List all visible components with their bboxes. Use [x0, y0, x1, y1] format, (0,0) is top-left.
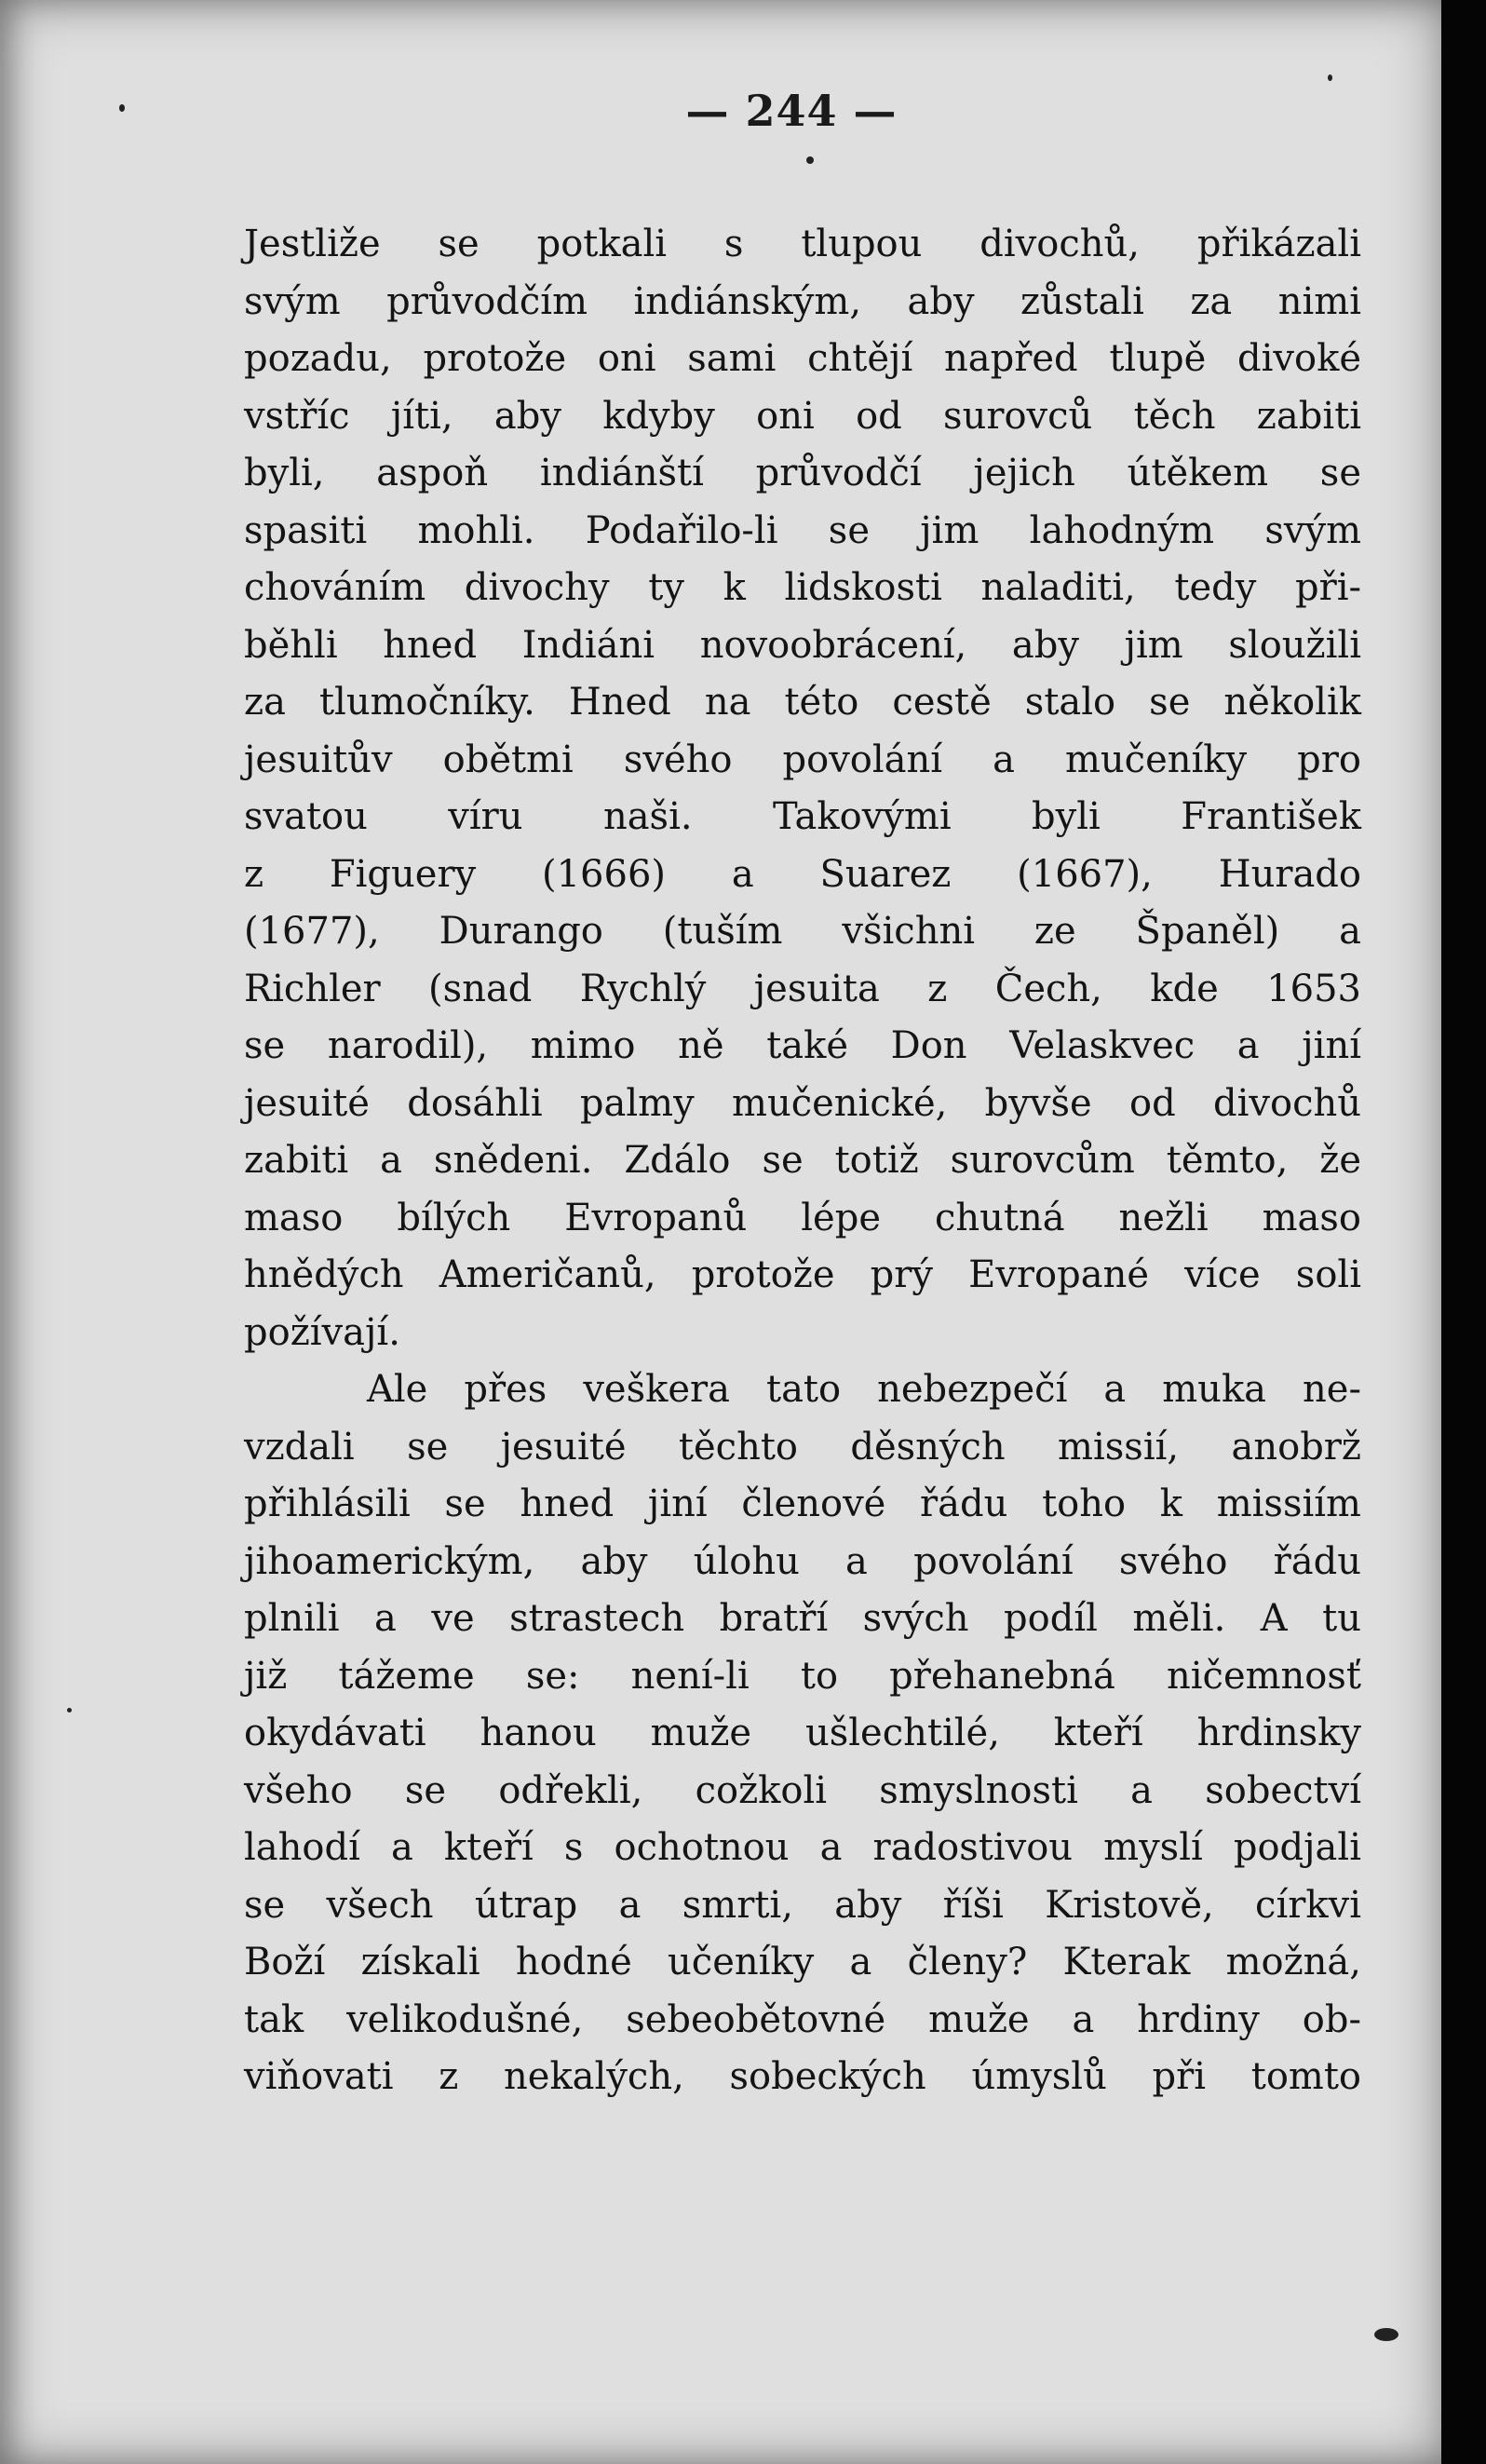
text-line: již tážeme se: není-li to přehanebná ničemnosť [244, 1654, 1361, 1698]
text-line: hnědých Američanů, protože prý Evropané více soli [244, 1253, 1361, 1296]
text-line: jihoamerickým, aby úlohu a povolání svého řádu [244, 1539, 1361, 1583]
text-line: z Figuery (1666) a Suarez (1667), Hurado [244, 852, 1361, 896]
text-line: běhli hned Indiáni novoobrácení, aby jim sloužili [244, 623, 1361, 667]
text-line: Richler (snad Rychlý jesuita z Čech, kde 1653 [244, 967, 1361, 1010]
body-text [244, 216, 1361, 2106]
text-line: chováním divochy ty k lidskosti naladiti, tedy při- [244, 566, 1361, 609]
text-line: Ale přes veškera tato nebezpečí a muka ne- [367, 1368, 1361, 1411]
text-line: okydávati hanou muže ušlechtilé, kteří hrdinsky [244, 1712, 1361, 1754]
text-line: maso bílých Evropanů lépe chutná nežli maso [244, 1196, 1361, 1239]
scan-dark-edge [1441, 0, 1486, 2464]
text-line: požívají. [244, 1310, 400, 1354]
text-line: Jestliže se potkali s tlupou divochů, přikázali [244, 223, 1361, 265]
text-line: Boží získali hodné učeníky a členy? Kterak možná, [244, 1941, 1361, 1983]
scan-speck [119, 104, 125, 112]
text-line: se narodil), mimo ně také Don Velaskvec a jiní [244, 1024, 1361, 1067]
text-line: všeho se odřekli, cožkoli smyslnosti a sobectví [244, 1768, 1361, 1812]
text-line: lahodí a kteří s ochotnou a radostivou myslí podjali [244, 1826, 1361, 1869]
text-line: viňovati z nekalých, sobeckých úmyslů při tomto [244, 2055, 1361, 2098]
scan-speck [1328, 74, 1332, 81]
text-line: vzdali se jesuité těchto děsných missií, anobrž [244, 1425, 1361, 1469]
scan-speck [67, 1708, 72, 1713]
text-line: (1677), Durango (tuším všichni ze Španěl) a [244, 910, 1361, 953]
text-line: byli, aspoň indiánští průvodčí jejich útěkem se [244, 452, 1361, 494]
scan-speck [806, 156, 814, 164]
text-line: přihlásili se hned jiní členové řádu toho k missiím [244, 1482, 1361, 1525]
text-line: svým průvodčím indiánským, aby zůstali za nimi [244, 279, 1361, 323]
text-line: vstříc jíti, aby kdyby oni od surovců těch zabiti [244, 394, 1361, 438]
text-line: jesuité dosáhli palmy mučenické, byvše od divochů [244, 1081, 1361, 1125]
text-line: jesuitův obětmi svého povolání a mučeníky pro [244, 738, 1361, 781]
text-line: svatou víru naši. Takovými byli František [244, 795, 1361, 838]
scan-speck [1374, 2328, 1398, 2341]
page-number: — 244 — [685, 86, 898, 136]
text-line: plnili a ve strastech bratří svých podíl měli. A tu [244, 1597, 1361, 1640]
text-line: za tlumočníky. Hned na této cestě stalo se několik [244, 681, 1361, 724]
text-line: pozadu, protože oni sami chtějí napřed tlupě divoké [244, 337, 1361, 380]
text-line: se všech útrap a smrti, aby říši Kristově, církvi [244, 1883, 1361, 1927]
text-line: spasiti mohli. Podařilo-li se jim lahodným svým [244, 508, 1361, 552]
text-line: tak velikodušné, sebeobětovné muže a hrdiny ob- [244, 1997, 1361, 2041]
text-line: zabiti a snědeni. Zdálo se totiž surovcům těmto, že [244, 1139, 1361, 1182]
